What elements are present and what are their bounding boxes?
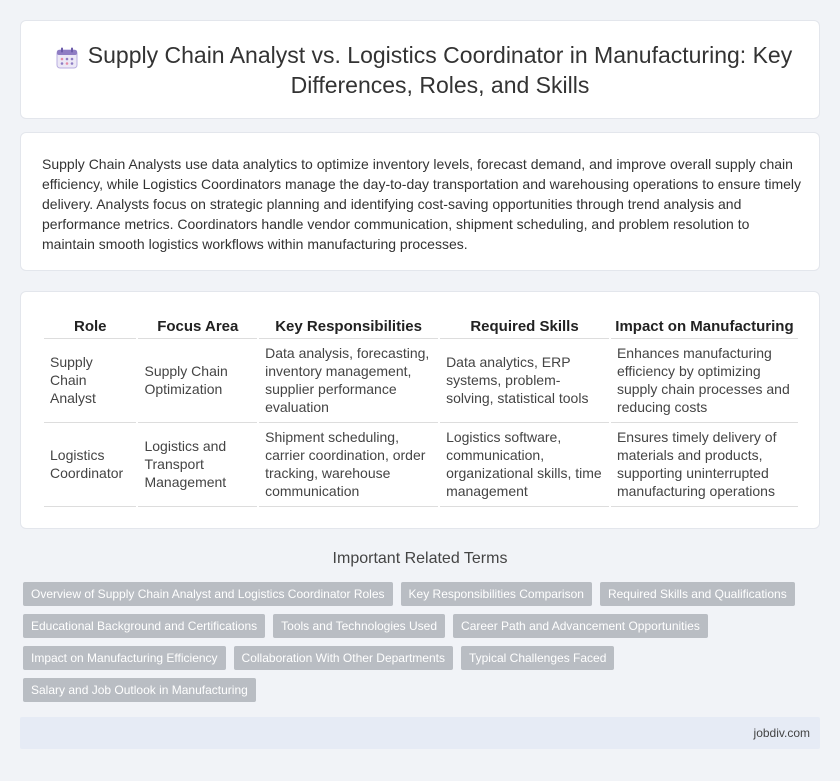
footer-site-link[interactable]: jobdiv.com (753, 726, 810, 740)
comparison-table-card (20, 291, 820, 529)
header-focus-area: Focus Area (138, 314, 257, 339)
summary-card (20, 132, 820, 271)
table-cell: Logistics Coordinator (44, 423, 136, 507)
header-required-skills: Required Skills (440, 314, 609, 339)
title-card (20, 20, 820, 119)
table-row (44, 423, 798, 507)
table-cell: Logistics software, communication, organizational skills, time management (440, 423, 609, 507)
related-term-tag[interactable]: Typical Challenges Faced (461, 646, 614, 670)
table-cell: Supply Chain Analyst (44, 339, 136, 423)
related-term-tag[interactable]: Overview of Supply Chain Analyst and Logistics Coordinator Roles (23, 582, 393, 606)
related-term-tag[interactable]: Collaboration With Other Departments (234, 646, 453, 670)
related-term-tag[interactable]: Salary and Job Outlook in Manufacturing (23, 678, 256, 702)
related-term-tag[interactable]: Educational Background and Certifications (23, 614, 265, 638)
related-term-tag[interactable]: Career Path and Advancement Opportunities (453, 614, 708, 638)
related-terms-heading: Important Related Terms (332, 550, 508, 567)
header-role: Role (44, 314, 136, 339)
table-cell: Logistics and Transport Management (138, 423, 257, 507)
table-row (44, 339, 798, 423)
table-cell: Ensures timely delivery of materials and products, supporting uninterrupted manufacturing operations (611, 423, 798, 507)
related-term-tag[interactable]: Key Responsibilities Comparison (401, 582, 592, 606)
table-cell: Data analytics, ERP systems, problem-solving, statistical tools (440, 339, 609, 423)
table-header-row (44, 314, 798, 339)
table-cell: Enhances manufacturing efficiency by optimizing supply chain processes and reducing costs (611, 339, 798, 423)
footer-bar (20, 717, 820, 749)
related-term-tag[interactable]: Required Skills and Qualifications (600, 582, 795, 606)
table-cell: Shipment scheduling, carrier coordination, order tracking, warehouse communication (259, 423, 438, 507)
comparison-table (42, 314, 800, 507)
summary-paragraph: Supply Chain Analysts use data analytics to optimize inventory levels, forecast demand, and improve overall supply chain efficiency, while Logistics Coordinators manage the day-to-day transportation and warehousing operations to ensure timely delivery. Analysts focus on strategic planning and identifying cost-saving opportunities through trend analysis and performance metrics. Coordinators handle vendor communication, shipment scheduling, and problem resolution to maintain smooth logistics workflows within manufacturing processes. (42, 156, 802, 252)
page-title: Supply Chain Analyst vs. Logistics Coordinator in Manufacturing: Key Differences, Roles, and Skills (87, 41, 793, 98)
header-key-responsibilities: Key Responsibilities (259, 314, 438, 339)
header-impact-on-manufacturing: Impact on Manufacturing (611, 314, 798, 339)
related-term-tag[interactable]: Impact on Manufacturing Efficiency (23, 646, 226, 670)
related-term-tag[interactable]: Tools and Technologies Used (273, 614, 445, 638)
table-cell: Supply Chain Optimization (138, 339, 257, 423)
related-terms-list (23, 582, 803, 702)
table-cell: Data analysis, forecasting, inventory management, supplier performance evaluation (259, 339, 438, 423)
